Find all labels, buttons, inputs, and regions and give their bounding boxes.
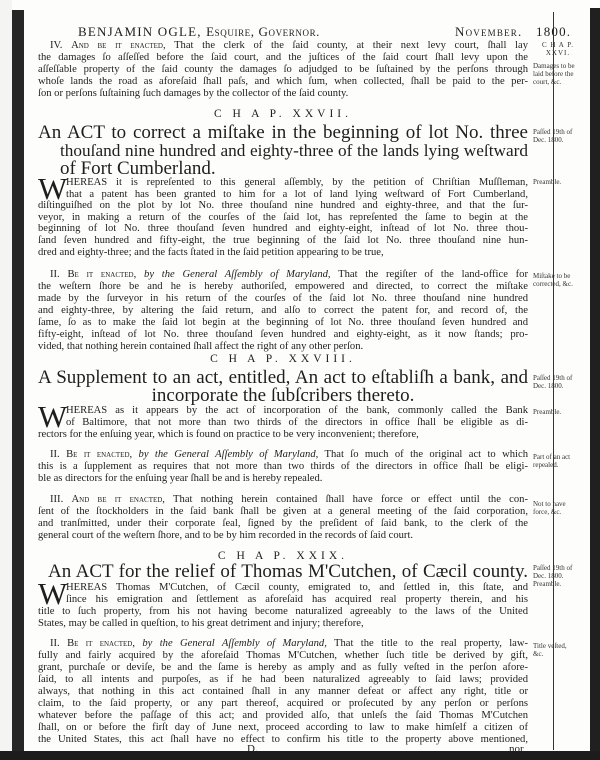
text-run: States, may be called in queſtion, to his great detriment and injury; therefore, [38,618,364,629]
margin-note-mistake: Miſtake to be corrected, &c. [533,272,573,288]
margin-note-passed-xxviii: Paſſed 19th of Dec. 1800. [533,374,573,390]
margin-note-not-force: Not to have force, &c. [533,500,566,516]
text-run: this is a ſupplement as requires that not more than two thirds of the directors in office ſhall be eligi- [38,461,528,472]
drop-cap: W [38,576,68,611]
text-line [66,417,528,429]
text-line [38,293,528,305]
text-run: made by the ſurveyor in his return of the courſes of the ſaid lot No. three thouſand nine hundred [38,293,528,304]
margin-note-passed-xxix: Paſſed 19th of Dec. 1800. Preamble. [533,564,573,588]
text-line [38,281,528,293]
text-line [50,40,528,52]
margin-note-title-vested: Title veſted, &c. [533,642,567,658]
text-line [38,518,528,530]
small-caps-text: Be it enacted, [66,449,133,460]
running-head-name: BENJAMIN OGLE, Esquire, Governor. [78,24,321,39]
text-line [38,618,528,630]
text-line [66,405,528,417]
scan-edge-left [12,10,24,760]
small-caps-text: HEREAS [66,405,108,416]
italic-text: by the General Aſſembly of Maryland, [138,449,319,460]
text-run: That ſo much of the original act to which [318,449,529,460]
text-line [38,64,528,76]
bleed-through-margin [0,0,12,760]
text-run: ſhall, on or before the firſt day of June next, proceed according to law to make himſelf a citizen of [38,722,528,733]
text-line [38,212,528,224]
text-line [38,710,528,722]
text-run: Thomas M'Cutchen, of Cæcil county, emigrated to, and ſettled in, this ſtate, and [107,582,528,593]
text-line [38,473,528,485]
section-iii-xxviii [38,494,528,542]
text-run: general court of the weſtern ſhore, and to be by him recorded in the records of ſaid court. [38,530,414,541]
small-caps-text: And be it enacted, [71,40,166,51]
text-line [38,734,528,746]
text-run: fully and fairly acquired by the aforeſaid Thomas M'Cutchen, whether ſuch title be derived by gift, [38,650,528,661]
text-run: ble as directors for the enſuing year ſhall be and is hereby repealed. [38,473,323,484]
text-line [38,606,528,618]
text-run: That the clerk of the ſaid county, at their next levy court, ſhall lay [165,40,528,51]
margin-note-chap-xxvi: C H A P. XXVI. [541,41,575,57]
text-run: ſand ſeven hundred and fifty-eight, the true beginning of the ſaid lot No. three thouſand nine hun- [38,234,528,246]
text-run: and tranſmitted, under their corporate ſeal, ſigned by the preſident of ſaid bank, to the clerk of the [38,518,528,529]
text-line [38,722,528,734]
margin-note-passed-xxvii: Paſſed 19th of Dec. 1800. [533,128,573,144]
text-run: and eighty-three, by altering the ſaid return, and alſo to correct the patent for, and record of, the [38,305,528,316]
text-line [66,189,528,201]
text-run: of Fort Cumberland. [60,158,216,179]
chapter-heading-xxviii: C H A P. XXVIII. [210,353,356,365]
text-run: title to ſuch property, from his not having become naturalized agreeably to the laws of the United [38,606,528,617]
text-line [38,674,528,686]
text-line [50,638,528,650]
text-run: ſame, ſo as to make the ſaid lot begin at the beginning of lot No. three thouſand ſeven hundred and [38,317,528,328]
text-line [38,247,528,259]
text-run: fifty-eight, inſtead of lot No. three thouſand ſeven hundred and eighty-eight, as it now ſtands; pro- [38,329,528,340]
running-head-year: 1800. [536,24,572,39]
margin-note-repealed: Part of an act repealed. [533,453,571,469]
chapter-heading-xxvii: C H A P. XXVII. [214,108,352,120]
text-run: II. [50,449,67,460]
text-run: that a patent has been granted to him for a lot of land lying weſtward of Fort Cumberland, [66,188,528,200]
text-line [66,582,528,594]
text-line [50,449,528,461]
drop-cap: W [38,171,68,206]
text-run: of Baltimore, that not more than two thirds of the directors in office ſhall be eligible as di- [66,417,528,428]
act-title-xxix [38,563,528,581]
text-line [50,269,528,281]
text-run: whatever before the paſſage of this act; and provided alſo, that unleſs the ſaid Thomas M'Cutchen [38,710,528,721]
text-line [38,305,528,317]
text-run: the United States, this act ſhall have no effect to confirm his title to the property above mentioned, [38,734,528,745]
text-line [38,317,528,329]
text-run: incorporate the ſubſcribers thereto. [151,385,415,406]
text-line [38,52,528,64]
text-line [38,506,528,518]
section-ii-xxix [38,638,528,746]
italic-text: by the General Aſſembly of Maryland, [144,269,331,280]
text-line [38,200,528,212]
text-run: claim, to the ſaid property, or any part thereof, acquired or proſecuted by any perſon or perſons [38,698,528,709]
section-ii-xxvii [38,269,528,353]
text-line [38,650,528,662]
act-title-xxvii [38,124,528,178]
text-line [38,88,528,100]
act-title-xxviii [38,369,528,405]
preamble-xxvii [38,171,528,258]
drop-cap: W [38,399,68,434]
small-caps-text: Be it enacted, [67,269,137,280]
small-caps-text: And be it enacted, [71,494,165,505]
text-line [50,494,528,506]
text-run: diſtinguiſhed on the plot by lot No. three thouſand nine hundred and eighty-three, and that the ſur- [38,200,528,212]
preamble-xxviii [38,399,528,441]
running-head-month: November. [455,24,523,39]
catchword: nor [509,743,524,755]
small-caps-text: Be it enacted, [67,638,136,649]
text-line [38,76,528,88]
text-run: That nothing herein contained ſhall have force or effect until the con- [164,494,528,505]
title-line [48,563,528,581]
text-run: rectors for the enſuing year, which is found on practice to be very inconvenient; therefore, [38,429,419,440]
text-line [66,594,528,606]
margin-note-damages: Damages to be laid before the court, &c. [533,62,575,86]
text-run: as it appears by the act of incorporation of the bank, commonly called the Bank [107,405,528,416]
text-run: thouſand nine hundred and eighty-three of the lands lying weſtward [60,141,528,160]
text-run: the weſtern ſhore be and he is hereby authoriſed, empowered and directed, to correct the miſtake [38,281,528,292]
text-run: III. [50,494,72,505]
text-line [38,530,528,542]
text-line [38,698,528,710]
text-run: ſaid, to all intents and purpoſes, as if he had been naturalized agreeably to ſaid laws; provided [38,674,528,685]
text-run: II. [50,638,68,649]
text-run: vided, that nothing herein contained ſhall affect the right of any other perſon. [38,341,364,352]
section-ii-xxviii [38,449,528,485]
text-run: ſince his emigration and ſettlement as aforeſaid has acquired real property therein, and his [66,594,528,605]
margin-note-preamble-xxvii: Preamble. [533,178,562,186]
text-line [38,686,528,698]
text-run: An ACT for the relief of Thomas M'Cutchen, of Cæcil county. [48,561,528,582]
small-caps-text: HEREAS [66,582,108,593]
text-run: dred and eighty-three; and the facts ſtated in the ſaid petition appearing to be true, [38,246,384,258]
text-run: That the title to the real property, law- [326,638,529,649]
margin-note-preamble-xxviii: Preamble. [533,408,562,416]
preamble-xxix [38,576,528,630]
chapter-heading-xxix: C H A P. XXIX. [217,550,349,562]
text-run: II. [50,269,68,280]
text-run: ſent of the ſtockholders in the ſaid bank ſhall be given at a general meeting of the ſaid corporation, [38,506,528,517]
text-run: beginning of lot No. three thouſand ſeven hundred and eighty-eight, inſtead of lot No. three thou- [38,223,528,235]
text-line [38,329,528,341]
text-line [38,235,528,247]
text-run: the damages ſo aſſeſſed before the ſaid court, and the juſtices of the ſaid court ſhall levy upon the [38,52,528,63]
paragraph-iv [38,40,528,100]
text-line [38,461,528,473]
text-run: A Supplement to an act, entitled, An act to eſtabliſh a bank, and [38,367,528,388]
text-run [136,269,144,280]
text-line [38,341,528,353]
text-run: That the regiſter of the land-office for [330,269,529,280]
text-run: IV. [50,40,72,51]
text-run: it is repreſented to this general aſſembly, by the petition of Chriſtian Muſſleman, [107,177,528,188]
signature-mark: D. [247,743,258,755]
text-run: always, that nothing in this act contained ſhall in any manner defeat or affect any right, title or [38,686,528,697]
text-line [38,662,528,674]
text-run: An ACT to correct a miſtake in the beginning of lot No. three [38,122,528,143]
text-run: whoſe lands the road as aforeſaid ſhall paſs, and which ſum, when collected, ſhall be paid to the per- [38,76,528,87]
text-run: grant, purchaſe or deviſe, be and the ſame is hereby as amply and as fully veſted in the perſon afore- [38,662,528,673]
text-line [38,223,528,235]
text-run: veyor, in making a return of the courſes of the ſaid lot, has repreſented the ſame to begin at the [38,211,528,223]
text-run: ſon or perſons ſuſtaining ſuch damages by the collector of the ſaid county. [38,88,349,99]
running-head-title: Esquire, Governor. [206,24,321,39]
text-line [66,177,528,189]
title-line [60,160,528,178]
title-line [38,124,528,142]
text-line [38,429,528,441]
text-run: aſſeſſable property of the ſaid county the damages ſo adjudged to be ſuſtained by the perſons through [38,64,528,75]
title-line [38,387,528,405]
italic-text: by the General Aſſembly of Maryland, [142,638,327,649]
small-caps-text: HEREAS [66,177,108,188]
